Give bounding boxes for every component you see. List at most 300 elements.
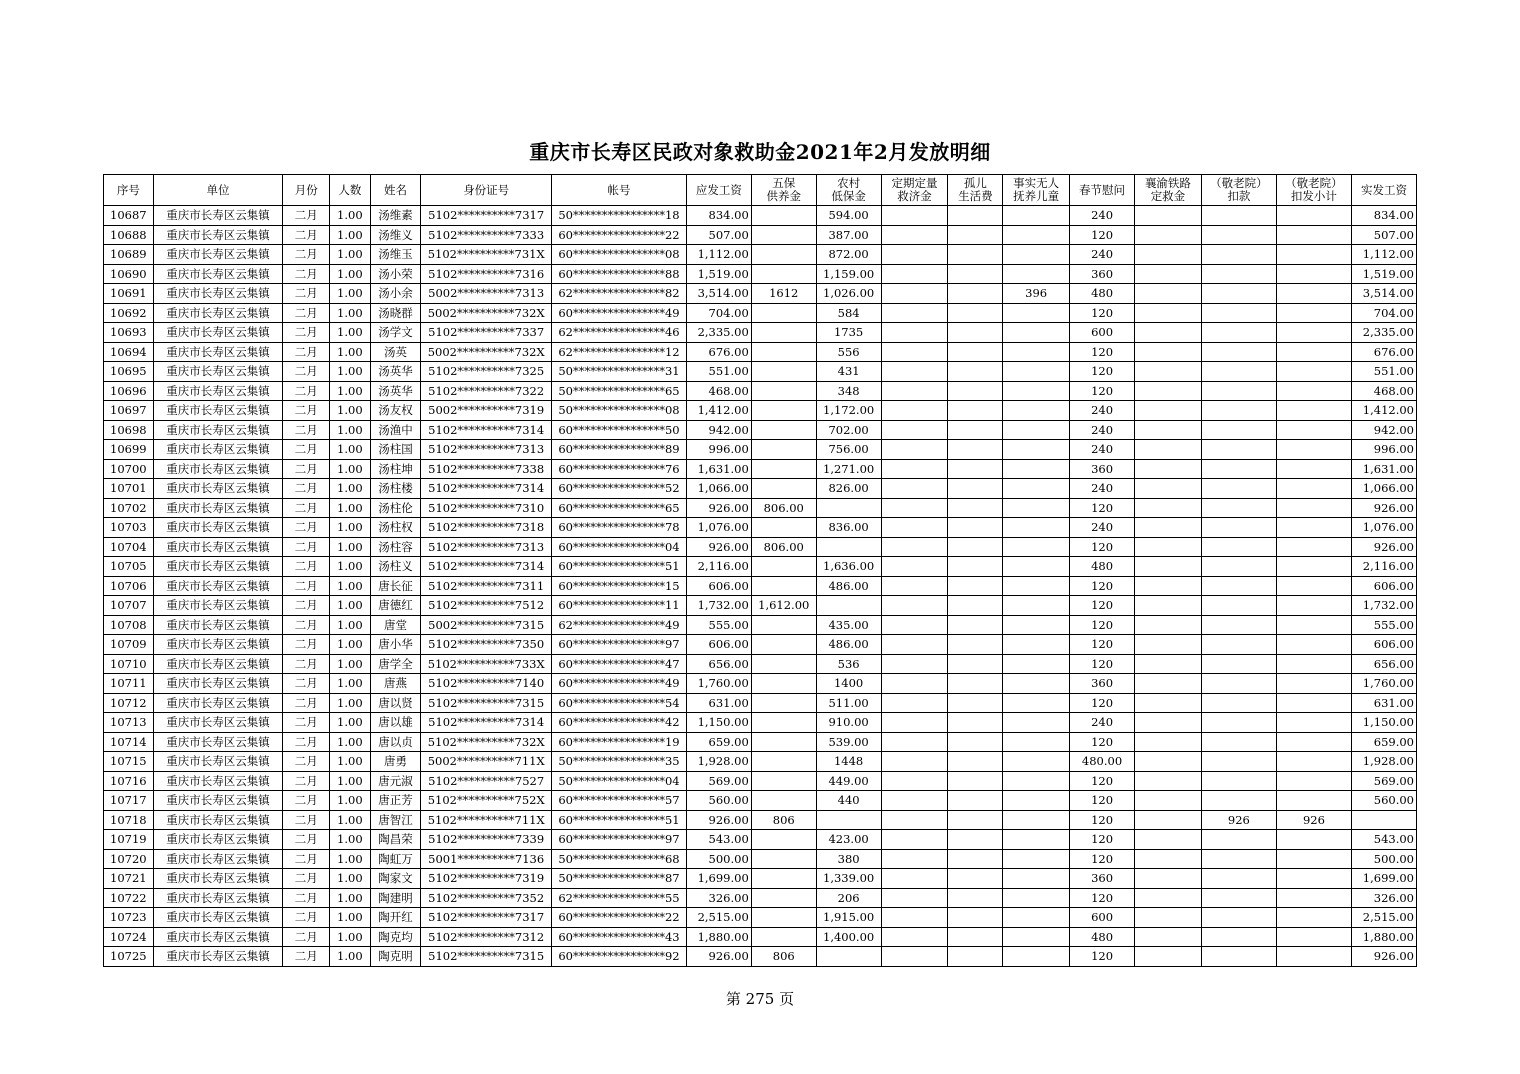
cell-month: 二月 [283,674,330,694]
cell-xiangyu [1134,420,1201,440]
cell-unattended-child [1003,225,1070,245]
cell-deduction-subtotal [1276,440,1351,460]
cell-count: 1.00 [330,947,371,967]
cell-unit: 重庆市长寿区云集镇 [153,674,283,694]
cell-seq: 10696 [104,381,154,401]
table-row [104,245,1417,265]
cell-id-number: 5102**********7314 [421,713,552,733]
cell-unit: 重庆市长寿区云集镇 [153,635,283,655]
cell-unit: 重庆市长寿区云集镇 [153,342,283,362]
cell-account: 60****************50 [552,420,687,440]
cell-deduction-subtotal [1276,537,1351,557]
cell-seq: 10710 [104,654,154,674]
cell-name: 汤英 [370,342,421,362]
header-payable: 应发工资 [686,175,751,206]
cell-deduction-subtotal [1276,693,1351,713]
cell-deduction-subtotal [1276,284,1351,304]
cell-name: 陶克均 [370,927,421,947]
cell-dibao: 872.00 [816,245,881,265]
cell-wubao [751,888,816,908]
cell-unattended-child [1003,810,1070,830]
cell-account: 60****************88 [552,264,687,284]
cell-name: 陶虹万 [370,849,421,869]
cell-dibao: 910.00 [816,713,881,733]
cell-unattended-child [1003,362,1070,382]
cell-wubao: 1612 [751,284,816,304]
cell-unattended-child [1003,791,1070,811]
cell-id-number: 5102**********7313 [421,537,552,557]
cell-orphan [948,518,1003,538]
cell-dingqi [881,537,948,557]
cell-unattended-child [1003,615,1070,635]
cell-dingqi [881,771,948,791]
cell-name: 汤柱义 [370,557,421,577]
table-header-row [104,175,1417,206]
cell-deduction [1201,362,1276,382]
cell-net-pay: 2,335.00 [1351,323,1416,343]
cell-xiangyu [1134,693,1201,713]
cell-account: 62****************82 [552,284,687,304]
cell-xiangyu [1134,927,1201,947]
cell-deduction [1201,420,1276,440]
cell-seq: 10690 [104,264,154,284]
cell-wubao [751,615,816,635]
cell-account: 60****************08 [552,245,687,265]
cell-wubao [751,459,816,479]
cell-unattended-child [1003,245,1070,265]
cell-deduction [1201,713,1276,733]
cell-dibao: 594.00 [816,206,881,226]
header-dingqi: 定期定量 救济金 [881,175,948,206]
cell-wubao [751,927,816,947]
cell-name: 汤英华 [370,362,421,382]
cell-xiangyu [1134,401,1201,421]
cell-wubao [751,830,816,850]
cell-month: 二月 [283,713,330,733]
cell-net-pay: 1,699.00 [1351,869,1416,889]
cell-net-pay: 1,928.00 [1351,752,1416,772]
cell-account: 60****************19 [552,732,687,752]
cell-id-number: 5102**********7314 [421,557,552,577]
table-row [104,557,1417,577]
cell-deduction-subtotal [1276,459,1351,479]
cell-orphan [948,596,1003,616]
table-row [104,537,1417,557]
cell-name: 陶建明 [370,888,421,908]
table-row [104,401,1417,421]
cell-month: 二月 [283,284,330,304]
cell-count: 1.00 [330,401,371,421]
cell-net-pay: 560.00 [1351,791,1416,811]
cell-orphan [948,401,1003,421]
cell-unit: 重庆市长寿区云集镇 [153,947,283,967]
cell-month: 二月 [283,303,330,323]
cell-account: 60****************78 [552,518,687,538]
cell-payable: 1,928.00 [686,752,751,772]
cell-orphan [948,635,1003,655]
cell-account: 60****************51 [552,810,687,830]
cell-account: 50****************68 [552,849,687,869]
cell-month: 二月 [283,635,330,655]
cell-orphan [948,537,1003,557]
cell-deduction [1201,576,1276,596]
cell-month: 二月 [283,362,330,382]
cell-dingqi [881,225,948,245]
cell-unattended-child [1003,947,1070,967]
cell-dingqi [881,830,948,850]
cell-name: 唐学全 [370,654,421,674]
cell-xiangyu [1134,479,1201,499]
cell-month: 二月 [283,381,330,401]
cell-unattended-child: 396 [1003,284,1070,304]
cell-unattended-child [1003,381,1070,401]
cell-unit: 重庆市长寿区云集镇 [153,810,283,830]
cell-spring-festival: 120 [1070,596,1135,616]
cell-deduction-subtotal [1276,479,1351,499]
cell-deduction [1201,498,1276,518]
cell-account: 50****************18 [552,206,687,226]
cell-net-pay: 942.00 [1351,420,1416,440]
cell-deduction-subtotal [1276,674,1351,694]
cell-unit: 重庆市长寿区云集镇 [153,557,283,577]
table-row [104,791,1417,811]
cell-spring-festival: 480 [1070,284,1135,304]
cell-wubao: 806 [751,947,816,967]
cell-dingqi [881,752,948,772]
cell-unit: 重庆市长寿区云集镇 [153,518,283,538]
cell-unattended-child [1003,401,1070,421]
cell-net-pay: 1,412.00 [1351,401,1416,421]
cell-spring-festival: 240 [1070,245,1135,265]
cell-xiangyu [1134,771,1201,791]
cell-unit: 重庆市长寿区云集镇 [153,537,283,557]
table-row [104,674,1417,694]
cell-xiangyu [1134,752,1201,772]
cell-unattended-child [1003,908,1070,928]
table-row [104,771,1417,791]
cell-wubao [751,401,816,421]
cell-month: 二月 [283,342,330,362]
cell-account: 60****************97 [552,635,687,655]
cell-deduction-subtotal [1276,245,1351,265]
cell-dingqi [881,615,948,635]
cell-seq: 10697 [104,401,154,421]
cell-name: 汤维义 [370,225,421,245]
cell-account: 60****************54 [552,693,687,713]
table-row [104,654,1417,674]
cell-unattended-child [1003,888,1070,908]
cell-payable: 569.00 [686,771,751,791]
cell-deduction-subtotal [1276,830,1351,850]
cell-account: 62****************49 [552,615,687,635]
cell-dibao: 449.00 [816,771,881,791]
cell-spring-festival: 360 [1070,459,1135,479]
cell-orphan [948,732,1003,752]
cell-month: 二月 [283,206,330,226]
cell-xiangyu [1134,888,1201,908]
header-wubao: 五保 供养金 [751,175,816,206]
cell-orphan [948,498,1003,518]
cell-unattended-child [1003,537,1070,557]
cell-unattended-child [1003,479,1070,499]
header-orphan: 孤儿 生活费 [948,175,1003,206]
cell-spring-festival: 360 [1070,264,1135,284]
cell-id-number: 5102**********7319 [421,869,552,889]
cell-wubao [751,654,816,674]
cell-count: 1.00 [330,479,371,499]
cell-spring-festival: 360 [1070,674,1135,694]
cell-seq: 10712 [104,693,154,713]
cell-dibao: 539.00 [816,732,881,752]
cell-payable: 1,732.00 [686,596,751,616]
cell-account: 60****************11 [552,596,687,616]
cell-xiangyu [1134,849,1201,869]
cell-deduction-subtotal [1276,888,1351,908]
cell-wubao [751,264,816,284]
cell-unit: 重庆市长寿区云集镇 [153,206,283,226]
cell-id-number: 5102**********7317 [421,908,552,928]
cell-unattended-child [1003,713,1070,733]
cell-net-pay: 704.00 [1351,303,1416,323]
cell-net-pay [1351,810,1416,830]
cell-net-pay: 606.00 [1351,576,1416,596]
cell-id-number: 5102**********7339 [421,830,552,850]
cell-dingqi [881,518,948,538]
cell-dibao: 511.00 [816,693,881,713]
table-row [104,752,1417,772]
cell-id-number: 5102**********732X [421,732,552,752]
cell-payable: 926.00 [686,947,751,967]
cell-id-number: 5102**********7140 [421,674,552,694]
cell-payable: 507.00 [686,225,751,245]
cell-seq: 10703 [104,518,154,538]
cell-account: 50****************87 [552,869,687,889]
cell-xiangyu [1134,206,1201,226]
cell-dibao: 702.00 [816,420,881,440]
cell-xiangyu [1134,459,1201,479]
cell-unit: 重庆市长寿区云集镇 [153,771,283,791]
cell-count: 1.00 [330,615,371,635]
cell-spring-festival: 120 [1070,654,1135,674]
cell-count: 1.00 [330,927,371,947]
cell-account: 60****************52 [552,479,687,499]
cell-seq: 10704 [104,537,154,557]
cell-net-pay: 926.00 [1351,537,1416,557]
cell-payable: 676.00 [686,342,751,362]
table-row [104,732,1417,752]
cell-unattended-child [1003,557,1070,577]
cell-xiangyu [1134,615,1201,635]
cell-unit: 重庆市长寿区云集镇 [153,927,283,947]
cell-dingqi [881,498,948,518]
cell-payable: 704.00 [686,303,751,323]
cell-deduction [1201,615,1276,635]
cell-name: 陶昌荣 [370,830,421,850]
cell-unit: 重庆市长寿区云集镇 [153,479,283,499]
cell-seq: 10721 [104,869,154,889]
cell-month: 二月 [283,225,330,245]
cell-xiangyu [1134,635,1201,655]
cell-unit: 重庆市长寿区云集镇 [153,752,283,772]
cell-deduction [1201,927,1276,947]
cell-id-number: 5102**********7317 [421,206,552,226]
cell-payable: 996.00 [686,440,751,460]
cell-account: 60****************42 [552,713,687,733]
cell-payable: 1,880.00 [686,927,751,947]
cell-unit: 重庆市长寿区云集镇 [153,303,283,323]
cell-count: 1.00 [330,654,371,674]
table-row [104,810,1417,830]
table-row [104,518,1417,538]
cell-name: 汤英华 [370,381,421,401]
cell-payable: 606.00 [686,635,751,655]
cell-deduction-subtotal [1276,401,1351,421]
cell-count: 1.00 [330,498,371,518]
cell-payable: 500.00 [686,849,751,869]
cell-dibao: 1735 [816,323,881,343]
cell-name: 汤友权 [370,401,421,421]
cell-month: 二月 [283,888,330,908]
cell-xiangyu [1134,810,1201,830]
cell-net-pay: 551.00 [1351,362,1416,382]
cell-dingqi [881,810,948,830]
cell-count: 1.00 [330,908,371,928]
cell-seq: 10720 [104,849,154,869]
cell-seq: 10725 [104,947,154,967]
cell-spring-festival: 240 [1070,479,1135,499]
cell-spring-festival: 600 [1070,323,1135,343]
cell-month: 二月 [283,791,330,811]
cell-unattended-child [1003,927,1070,947]
cell-deduction [1201,791,1276,811]
cell-deduction [1201,674,1276,694]
header-unattended-child: 事实无人 抚养儿童 [1003,175,1070,206]
cell-xiangyu [1134,303,1201,323]
cell-orphan [948,381,1003,401]
cell-xiangyu [1134,830,1201,850]
cell-dibao [816,537,881,557]
table-row [104,284,1417,304]
cell-spring-festival: 120 [1070,732,1135,752]
cell-unit: 重庆市长寿区云集镇 [153,225,283,245]
cell-deduction-subtotal: 926 [1276,810,1351,830]
cell-deduction-subtotal [1276,732,1351,752]
cell-unit: 重庆市长寿区云集镇 [153,459,283,479]
table-row [104,498,1417,518]
cell-orphan [948,654,1003,674]
cell-wubao [751,420,816,440]
cell-id-number: 5102**********7352 [421,888,552,908]
cell-dibao [816,810,881,830]
cell-count: 1.00 [330,284,371,304]
cell-xiangyu [1134,674,1201,694]
cell-month: 二月 [283,596,330,616]
cell-count: 1.00 [330,557,371,577]
cell-account: 62****************46 [552,323,687,343]
cell-month: 二月 [283,245,330,265]
cell-month: 二月 [283,498,330,518]
cell-count: 1.00 [330,342,371,362]
header-spring-festival: 春节慰问 [1070,175,1135,206]
cell-deduction: 926 [1201,810,1276,830]
cell-deduction [1201,245,1276,265]
cell-xiangyu [1134,947,1201,967]
cell-orphan [948,752,1003,772]
cell-deduction [1201,732,1276,752]
table-row [104,225,1417,245]
cell-id-number: 5002**********7315 [421,615,552,635]
cell-xiangyu [1134,791,1201,811]
cell-id-number: 5102**********7512 [421,596,552,616]
cell-unit: 重庆市长寿区云集镇 [153,381,283,401]
cell-name: 汤渔中 [370,420,421,440]
cell-dibao: 206 [816,888,881,908]
cell-name: 汤维素 [370,206,421,226]
cell-id-number: 5102**********7315 [421,693,552,713]
cell-unattended-child [1003,732,1070,752]
cell-wubao [751,381,816,401]
cell-dibao [816,947,881,967]
cell-seq: 10687 [104,206,154,226]
cell-xiangyu [1134,498,1201,518]
cell-dibao: 556 [816,342,881,362]
cell-net-pay: 996.00 [1351,440,1416,460]
cell-orphan [948,888,1003,908]
cell-account: 50****************35 [552,752,687,772]
table-row [104,927,1417,947]
cell-account: 50****************31 [552,362,687,382]
cell-month: 二月 [283,557,330,577]
cell-deduction [1201,401,1276,421]
cell-account: 50****************08 [552,401,687,421]
cell-deduction-subtotal [1276,615,1351,635]
cell-dibao: 440 [816,791,881,811]
cell-account: 50****************04 [552,771,687,791]
cell-dibao: 486.00 [816,576,881,596]
cell-seq: 10700 [104,459,154,479]
cell-spring-festival: 120 [1070,381,1135,401]
cell-seq: 10705 [104,557,154,577]
header-name: 姓名 [370,175,421,206]
cell-net-pay: 676.00 [1351,342,1416,362]
cell-deduction [1201,537,1276,557]
cell-dingqi [881,284,948,304]
cell-wubao [751,674,816,694]
cell-spring-festival: 240 [1070,518,1135,538]
cell-dingqi [881,908,948,928]
cell-payable: 1,631.00 [686,459,751,479]
cell-count: 1.00 [330,713,371,733]
cell-payable: 543.00 [686,830,751,850]
cell-month: 二月 [283,947,330,967]
header-deduction: （敬老院） 扣款 [1201,175,1276,206]
cell-name: 唐德红 [370,596,421,616]
cell-count: 1.00 [330,537,371,557]
cell-wubao [751,557,816,577]
cell-id-number: 5102**********7318 [421,518,552,538]
table-row [104,908,1417,928]
cell-seq: 10715 [104,752,154,772]
cell-count: 1.00 [330,225,371,245]
cell-unattended-child [1003,869,1070,889]
cell-count: 1.00 [330,323,371,343]
cell-deduction [1201,206,1276,226]
cell-xiangyu [1134,264,1201,284]
cell-month: 二月 [283,576,330,596]
cell-month: 二月 [283,908,330,928]
cell-deduction-subtotal [1276,947,1351,967]
cell-orphan [948,440,1003,460]
